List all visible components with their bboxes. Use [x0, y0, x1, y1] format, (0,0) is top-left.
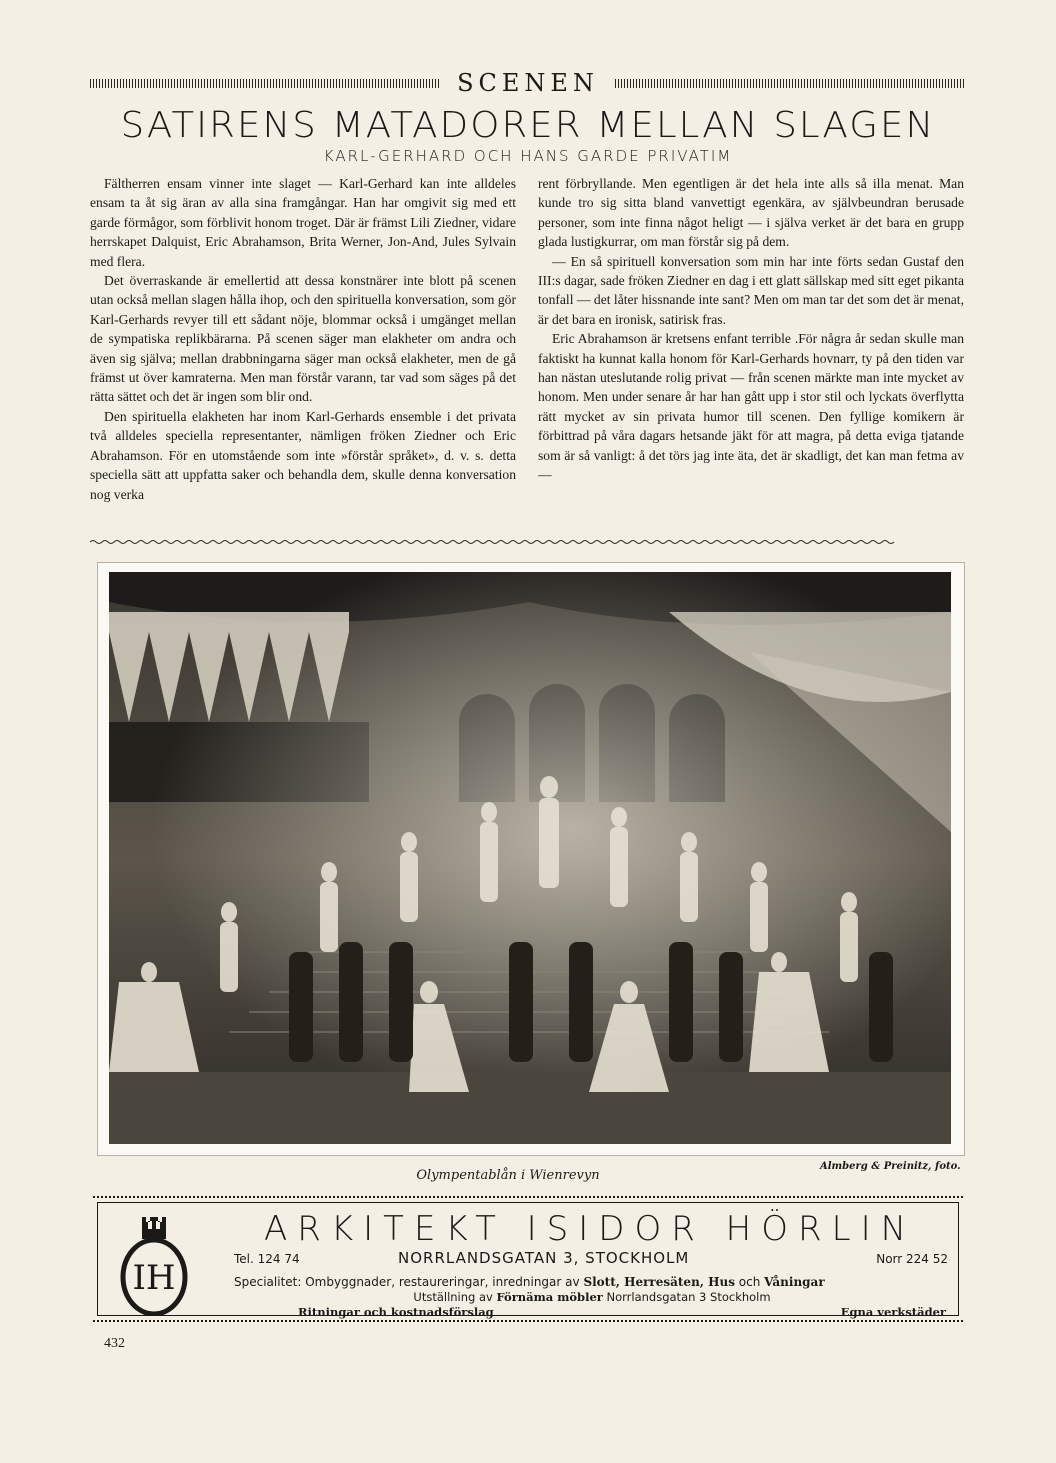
paragraph: Den spirituella elakheten har inom Karl-Gerhards ensemble i det privata två alldeles speciella representanter, nämligen fröken Ziedner och Eric Abrahamson. För en utomstående som inte »förstår språket», d. v. s. detta speciella sätt att uppfatta saker och behandla dem, skulle denna konversation nog verka: [90, 408, 516, 502]
subheadline: KARL-GERHARD OCH HANS GARDE PRIVATIM: [323, 147, 733, 165]
ad-company-name: ARKITEKT ISIDOR HÖRLIN: [263, 1209, 917, 1249]
ad-exhibition: [234, 1290, 950, 1304]
page-number: 432: [104, 1336, 125, 1351]
hatched-rule-left: [90, 79, 441, 88]
headline: SATIRENS MATADORER MELLAN SLAGEN: [120, 105, 936, 146]
photo-credit: Almberg & Preinitz, foto.: [820, 1161, 961, 1172]
ad-spec-label: Specialitet:: [234, 1275, 302, 1289]
section-header: [90, 66, 966, 100]
ad-utst-text: Utställning av: [413, 1290, 493, 1304]
ad-spec-bold-1: Slott, Herresäten, Hus: [583, 1275, 735, 1289]
ad-utst-bold: Förnäma möbler: [496, 1290, 603, 1304]
paragraph: Eric Abrahamson är kretsens enfant terrible .För några år sedan skulle man faktiskt ha kunnat kalla honom för Karl-Gerhards hovnarr, ty på den tiden var han nästan uteslutande rolig privat — från scenen märkte man inte mycket av honom. Men under senare år har han gått upp i stor stil och lyckats överflytta rätt mycket av sin privata humor till scenen. Den fyllige komikern är förbittrad på våra dagars hetsande jäkt för att magra, på detta eviga tjatande som är så vanligt: å det törs jag inte äta, det är skadligt, det kan man fetma av —: [538, 331, 964, 483]
section-label: SCENEN: [457, 69, 599, 97]
ad-spec-text: Ombyggnader, restaureringar, inredningar av: [305, 1275, 580, 1289]
logo-monogram: IH: [132, 1258, 176, 1298]
wavy-divider: [90, 538, 966, 546]
photo-caption: Olympentablån i Wienrevyn: [416, 1168, 600, 1183]
paragraph: — En så spirituell konversation som min har inte förts sedan Gustaf den III:s dagar, sade fröken Ziedner en dag i ett glatt sällskap med sitt eget pikanta tonfall — det låter hissnande inte sant? Men om man tar det som det är menat, är det bara en ironisk, satirisk fras.: [538, 253, 964, 327]
ad-utst-rest: Norrlandsgatan 3 Stockholm: [606, 1290, 771, 1304]
ad-spec-och: och: [738, 1275, 761, 1289]
article-column-right: [538, 174, 964, 485]
photo-frame: [97, 562, 965, 1156]
castle-monogram-icon: [118, 1209, 190, 1315]
paragraph: Fältherren ensam vinner inte slaget — Karl-Gerhard kan inte alldeles ensam ta åt sig äran av alla sina framgångar. Han har omgivit sig med ett garde förmågor, som förblivit honom troget. Där är främst Lili Ziedner, vidare herrskapet Dalquist, Eric Abrahamson, Brita Werner, Jon-And, Jules Sylvain med flera.: [90, 176, 516, 269]
ad-telephone: Tel. 124 74: [234, 1252, 300, 1266]
stage-photograph: [109, 572, 951, 1144]
ad-drawings: Ritningar och kostnadsförslag: [298, 1305, 494, 1319]
paragraph: Det överraskande är emellertid att dessa konstnärer inte blott på scenen utan också mellan slagen hålla ihop, och den spirituella konversation, som gör Karl-Gerhards revyer till ett sådant nöje, blommar också i umgänget mellan de sympatiska replikbärarna. På scenen säger man elakheter om andra och även sig själva; mellan drabbningarna säger man också elakheter, men de gå främst ut över kamraterna. Men man förstår varann, tar vad som säges på det rätta sättet och det är ingen som blir ond.: [90, 273, 516, 405]
ad-frame: [97, 1202, 959, 1319]
ad-specialty: [234, 1275, 950, 1289]
article-column-left: [90, 174, 516, 504]
paragraph: rent förbryllande. Men egentligen är det hela inte alls så illa menat. Man kunde tro sig sitta bland vanvettigt egenkära, av självbeundran berusade personer, som inte finna något heligt — i själva verket är det bara en grupp glada lustigkurrar, om man förstår sig på dem.: [538, 176, 964, 250]
hatched-rule-right: [615, 79, 966, 88]
ad-phone-norr: Norr 224 52: [876, 1252, 948, 1266]
advertisement: [93, 1196, 963, 1322]
ad-address: NORRLANDSGATAN 3, STOCKHOLM: [398, 1249, 690, 1267]
ad-spec-bold-2: Våningar: [764, 1275, 825, 1289]
ad-workshops: Egna verkstäder: [840, 1305, 946, 1319]
